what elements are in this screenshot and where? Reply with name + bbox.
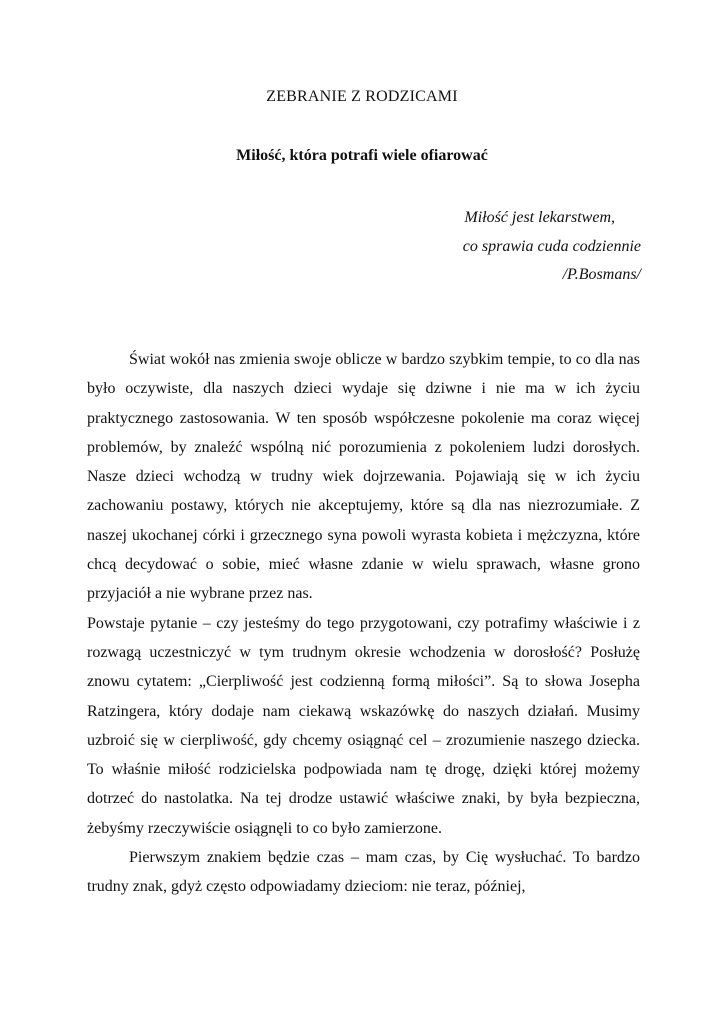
epigraph-line-1: Miłość jest lekarstwem, (464, 209, 615, 226)
paragraph-1: Świat wokół nas zmienia swoje oblicze w bardzo szybkim tempie, to co dla nas było oczywiste, dla naszych dzieci wydaje się dziwne i nie ma w ich życiu praktycznego zastosowania. W ten sposób współczesne pokolenie ma coraz więcej problemów, by znaleźć wspólną nić porozumienia z pokoleniem ludzi dorosłych. Nasze dzieci wchodzą w trudny wiek dojrzewania. Pojawiają się w ich życiu zachowaniu postawy, których nie akceptujemy, które są dla nas niezrozumiałe. Z naszej ukochanej córki i grzecznego syna powoli wyrasta kobieta i mężczyzna, które chcą decydować o sobie, mieć własne zdanie w wielu sprawach, własne grono przyjaciół a nie wybrane przez nas. (87, 351, 640, 603)
paragraph-3: Pierwszym znakiem będzie czas – mam czas, by Cię wysłuchać. To bardzo trudny znak, gdyż często odpowiadamy dzieciom: nie teraz, później, (87, 849, 640, 896)
body-text (87, 345, 640, 902)
paragraph-2: Powstaje pytanie – czy jesteśmy do tego przygotowani, czy potrafimy właściwie i z rozwagą uczestniczyć w tym trudnym okresie wchodzenia w dorosłość? Posłużę znowu cytatem: „Cierpliwość jest codzienną formą miłości”. Są to słowa Josepha Ratzingera, który dodaje nam ciekawą wskazówkę do naszych działań. Musimy uzbroić się w cierpliwość, gdy chcemy osiągnąć cel – zrozumienie naszego dziecka. To właśnie miłość rodzicielska podpowiada nam tę drogę, dzięki której możemy dotrzeć do nastolatka. Na tej drodze ustawić właściwe znaki, by była bezpieczna, żebyśmy rzeczywiście osiągnęli to co było zamierzone. (87, 614, 640, 837)
epigraph-attribution: /P.Bosmans/ (562, 266, 641, 283)
epigraph-line-2: co sprawia cuda codziennie (462, 237, 641, 255)
epigraph (241, 204, 641, 290)
document-title: ZEBRANIE Z RODZICAMI (266, 88, 458, 105)
document-subtitle: Miłość, która potrafi wiele ofiarować (236, 147, 488, 164)
